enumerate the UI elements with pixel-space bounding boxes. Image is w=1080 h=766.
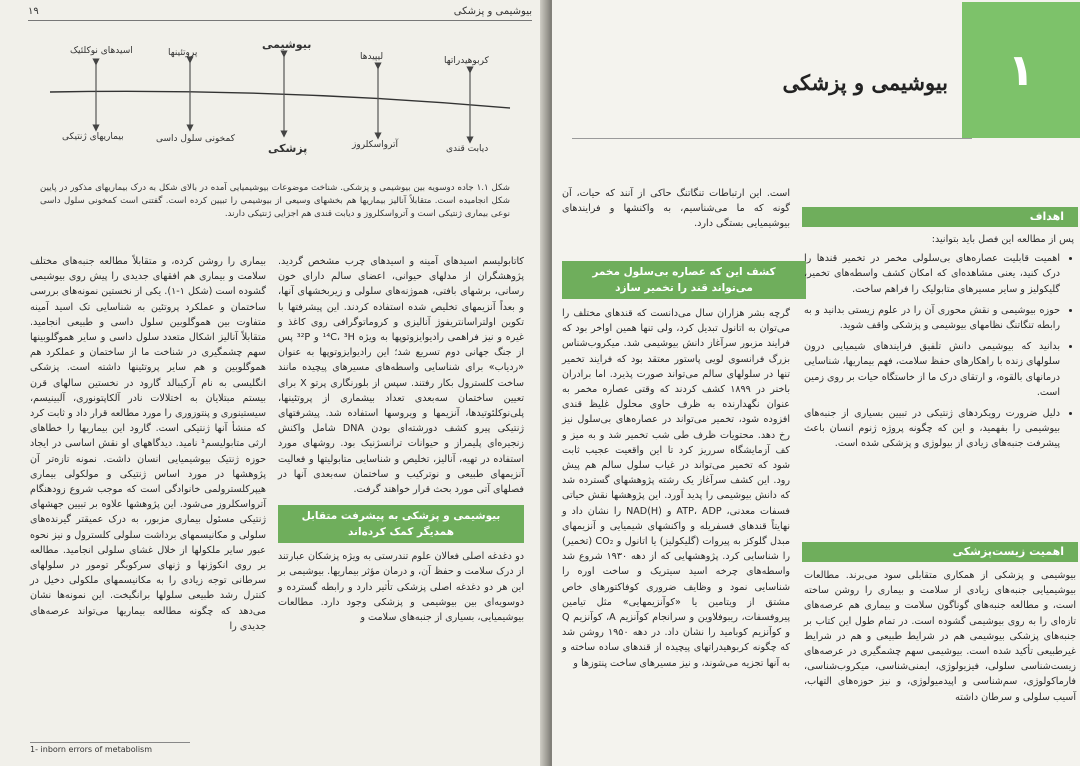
footnote: 1- inborn errors of metabolism (30, 742, 190, 754)
page-header (28, 6, 532, 21)
diagram-top-label: لیپیدها (360, 52, 384, 62)
chapter-title: بیوشیمی و پزشکی (782, 70, 948, 95)
body-text: دو دغدغه اصلی فعالان علوم تندرستی به ویژه پزشکان عبارتند از درک سلامت و حفظ آن، و درمان مؤثر بیماریها. بیوشیمی بر این هر دو دغدغه اصلی پزشکی تأثیر دارد و رابطه گسترده و دوسویه‌ای بین بیوشیمی و پزشکی وجود دارد. مطالعات بیوشیمیایی، بسیاری از جنبه‌های سلامت و (278, 551, 524, 624)
left-page-left-column (30, 254, 266, 634)
diagram-top-label: بیوشیمی (262, 38, 312, 51)
right-page (552, 0, 1080, 766)
chapter-number: ۱ (962, 2, 1080, 138)
page-number: ۱۹ (28, 6, 39, 17)
section-heading: بیوشیمی و پزشکی به پیشرفت متقابل همدیگر کمک کرده‌اند (278, 505, 524, 543)
body-text: گرچه بشر هزاران سال می‌دانست که قندهای مختلف را می‌توان به اتانول تبدیل کرد، ولی تنها همین اواخر بود که فرایند مزبور سرآغاز دانش بیوشیمی شد. میکروب‌شناس بزرگ فرانسوی لویی پاستور معتقد بود که فرایند تخمیر تنها در سلولهای سالم می‌تواند صورت پذیرد. اما برادران باخنر در ۱۸۹۹ کشف کردند که وقتی عصاره مخمر به عنوان نگهدارنده به ظرف حاوی محلول غلیظ قندی افزوده شود، تخمیر می‌تواند در عصاره‌های بی‌سلول نیز رخ دهد. محتویات ظرف طی شب تخمیر شد و به میز و کف آزمایشگاه سرریز کرد تا این واقعیت عجیب ثابت شود که تخمیر می‌تواند در غیاب سلول سالم هم پیش رود. این کشف سرآغاز یک رشته پژوهشهای گسترده شد که دانش بیوشیمی را پدید آورد. این پژوهشها نقش حیاتی فسفات معدنی، ATP، ADP و NAD(H) را نشان داد و نهایتاً قندهای فسفریله و واکنشهای شیمیایی و آنزیمهای مبدل گلوکز به پیروات (گلیکولیز) یا اتانول و CO₂ (تخمیر) را شناسایی کرد. پژوهشهایی که از دهه ۱۹۳۰ شروع شد واسطه‌های چرخه اسید سیتریک و ساخت اوره را شناسایی نمود و وظایف ضروری کوفاکتورهای خاص مشتق از ویتامین یا «کوآنزیمهایی» مثل تیامین پیروفسفات، ریبوفلاوین و سرانجام کوآنزیم A، کوآنزیم Q و کوآنزیم کوبامید را نشان داد. در دهه ۱۹۵۰ روشن شد که چگونه کربوهیدراتهای پیچیده از قندهای ساده ساخته و به آنها تجزیه می‌شوند، و نیز مسیرهای ساخت پنتوزها و (562, 308, 791, 669)
objectives-list (804, 251, 1074, 451)
section-heading: کشف این که عصاره بی‌سلول مخمر می‌تواند قند را تخمیر سازد (562, 261, 806, 299)
diagram-bottom-label: بیماریهای ژنتیکی (62, 132, 124, 142)
objectives-box (804, 232, 1074, 458)
diagram-bottom-label: آترواسکلروز (352, 140, 398, 150)
objective-item: • اهمیت قابلیت عصاره‌های بی‌سلولی مخمر در تخمیر قندها را درک کنید، یعنی مشاهده‌ای که امکان کشف واسطه‌های تخمیر، گلیکولیز و سایر مسیرهای متابولیک را فراهم ساخت. (804, 251, 1060, 297)
objective-item: • دلیل ضرورت رویکردهای ژنتیکی در تبیین بسیاری از جنبه‌های بیوشیمی را بفهمید، و این که چگونه پروژه ژنوم انسان باعث پیشرفت جنبه‌های زیادی از بیولوژی و پزشکی شده است. (804, 406, 1060, 452)
diagram-bottom-label: پزشکی (268, 142, 308, 155)
biomedical-heading: اهمیت زیست‌پزشکی (802, 542, 1078, 562)
body-text: کاتابولیسم اسیدهای آمینه و اسیدهای چرب مشخص گردید. پژوهشگران از مدلهای حیوانی، اعضای سالم دارای خون رسانی، برشهای بافتی، هموژنه‌های سلولی و زیربخشهای آنها، و بعداً آنزیمهای تخلیص شده استفاده کردند. این پیشرفتها با تکوین اولتراسانتریفوژ آنالیزی و کروماتوگرافی روی کاغذ و غیره و نیز فراهمی رادیوایزوتوپها به ویژه ¹⁴C، ³H و ³²P پس از جنگ جهانی دوم تسریع شد؛ این رادیوایزوتوپها به عنوان «ردیاب» برای شناسایی واسطه‌های مسیرهای پیچیده مانند ساخت کلسترول بکار رفتند. سپس از بلورنگاری پرتو X برای تعیین ساختمان سه‌بعدی تعداد بیشماری از پروتئینها، پلی‌نوکلئوتیدها، آنزیمها و ویروسها استفاده شد. پیشرفتهای ژنتیکی پیرو کشف دورشته‌ای بودن DNA شامل واکنش زنجیره‌ای پلیمراز و حیوانات ترانسژنیک بود. روشهای مورد استفاده در تهیه، آنالیز، تخلیص و شناسایی متابولیتها و فعالیت آنزیمهای طبیعی و نوترکیب و ساختمان سه‌بعدی آنها در فصلهای آتی مورد بحث قرار خواهند گرفت. (278, 256, 525, 496)
diagram-top-label: اسیدهای نوکلئیک (70, 46, 133, 56)
objectives-heading: اهداف (802, 207, 1078, 227)
objectives-intro: پس از مطالعه این فصل باید بتوانید: (931, 234, 1074, 245)
diagram-top-label: پروتئینها (168, 48, 198, 58)
figure-caption: شکل ۱.۱ جاده دوسویه بین بیوشیمی و پزشکی. شناخت موضوعات بیوشیمیایی آمده در بالای شکل به درک بیماریهای مذکور در پایین شکل انجامیده است. متقابلاً آنالیز بیماریها هم بخشهای وسیعی از بیوشیمی را تبیین کرده است. گفتنی است کمخونی سلول داسی نوعی بیماری ژنتیکی است و آترواسکلروز و دیابت قندی هم اجزایی ژنتیکی دارند. (40, 183, 511, 219)
diagram-bottom-label: دیابت قندی (446, 144, 489, 154)
objective-item: • بدانید که بیوشیمی دانش تلفیق فرایندهای شیمیایی درون سلولهای زنده با راهکارهای حفظ سلامت، فهم بیماریها، شناسایی درمانهای بالقوه، و ارتقای درک ما از خاستگاه حیات بر روی زمین است. (804, 339, 1060, 400)
chapter-rule (572, 138, 972, 139)
running-head: بیوشیمی و پزشکی (453, 6, 532, 17)
intro-text: است. این ارتباطات تنگاتنگ حاکی از آنند که حیات، آن گونه که ما می‌شناسیم، به واکنشها و فرایندهای بیوشیمیایی بستگی دارد. (562, 188, 790, 230)
objective-item: • حوزه بیوشیمی و نقش محوری آن را در علوم زیستی بدانید و به رابطه تنگاتنگ نظامهای بیوشیمی و پزشکی واقف شوید. (804, 303, 1060, 333)
figure-diagram (40, 30, 520, 170)
diagram-top-label: کربوهیدراتها (444, 56, 489, 66)
left-page-right-column (278, 254, 524, 625)
diagram-bottom-label: کمخونی سلول داسی (156, 134, 235, 144)
body-text: بیماری را روشن کرده، و متقابلاً مطالعه جنبه‌های مختلف سلامت و بیماری هم افقهای جدیدی را پیش روی بیوشیمی گشوده است (شکل ۱-۱). یکی از نخستین نمونه‌های بررسی ساختمان و عملکرد پروتئین به شناسایی تک اسید آمینه متفاوت بین هموگلوبین سلول داسی و طبیعی انجامید. متقابلاً آنالیز اشکال متعدد سلول داسی و سایر هموگلوبینها سهم چشمگیری در شناخت ما از ساختمان و عملکرد هم هموگلوبین و هم سایر پروتئینها داشته است. پزشکی انگلیسی به نام آرکیبالد گارود در نخستین سالهای قرن بیستم مبتلایان به اختلالات نادر آلکاپتونوری، آلبینیسم، سیستینوری و پنتوزوری را مورد مطالعه قرار داد و ثابت کرد که منشأ آنها ژنتیکی است. گارود این بیماریها را خطاهای ارثی متابولیسم¹ نامید. دیدگاههای او نقش اساسی در ایجاد حوزه ژنتیک بیوشیمیایی انسان داشت. نمونه تازه‌تر آن پژوهشها در مورد اساس ژنتیکی و مولکولی بیماری هیپرکلسترولمی خانوادگی است که موجب شروع زودهنگام آترواسکلروز می‌شود. این پژوهشها علاوه بر تبیین جهشهای ژنتیکی مسئول بیماری مزبور، به درک عمیقتر گیرنده‌های سلولی و مکانیسمهای برداشت سلولی کلسترول و نیز نحوه عبور سایر ملکولها از خلال غشای سلولی انجامید. مطالعه بر روی انکوژنها و ژنهای سرکوبگر تومور در سلولهای سرطانی توجه زیادی را به مکانیسمهای ملکولی دخیل در کنترل رشد طبیعی سلولها برانگیخت. این نمونه‌ها نشان می‌دهد که چگونه مطالعه بیماریها می‌تواند عرصه‌های جدیدی را (30, 256, 266, 632)
biomedical-text: بیوشیمی و پزشکی از همکاری متقابلی سود می‌برند. مطالعات بیوشیمیایی جنبه‌های زیادی از سلامت و بیماری را روشن ساخته است، و مطالعه جنبه‌های گوناگون سلامت و بیماری هم عرصه‌های تازه‌ای را به روی بیوشیمی گشوده است. در تمام طول این کتاب بر جنبه‌های پزشکی بیوشیمی هم در شرایط طبیعی و هم در شرایط غیرطبیعی تأکید شده است. بیوشیمی سهم چشمگیری در عرصه‌های زیست‌شناسی سلولی، فیزیولوژی، ایمنی‌شناسی، میکروب‌شناسی، فارماکولوژی، سم‌شناسی و اپیدمیولوژی، و نیز حوزه‌های التهاب، آسیب سلولی و سرطان داشته (804, 570, 1076, 703)
